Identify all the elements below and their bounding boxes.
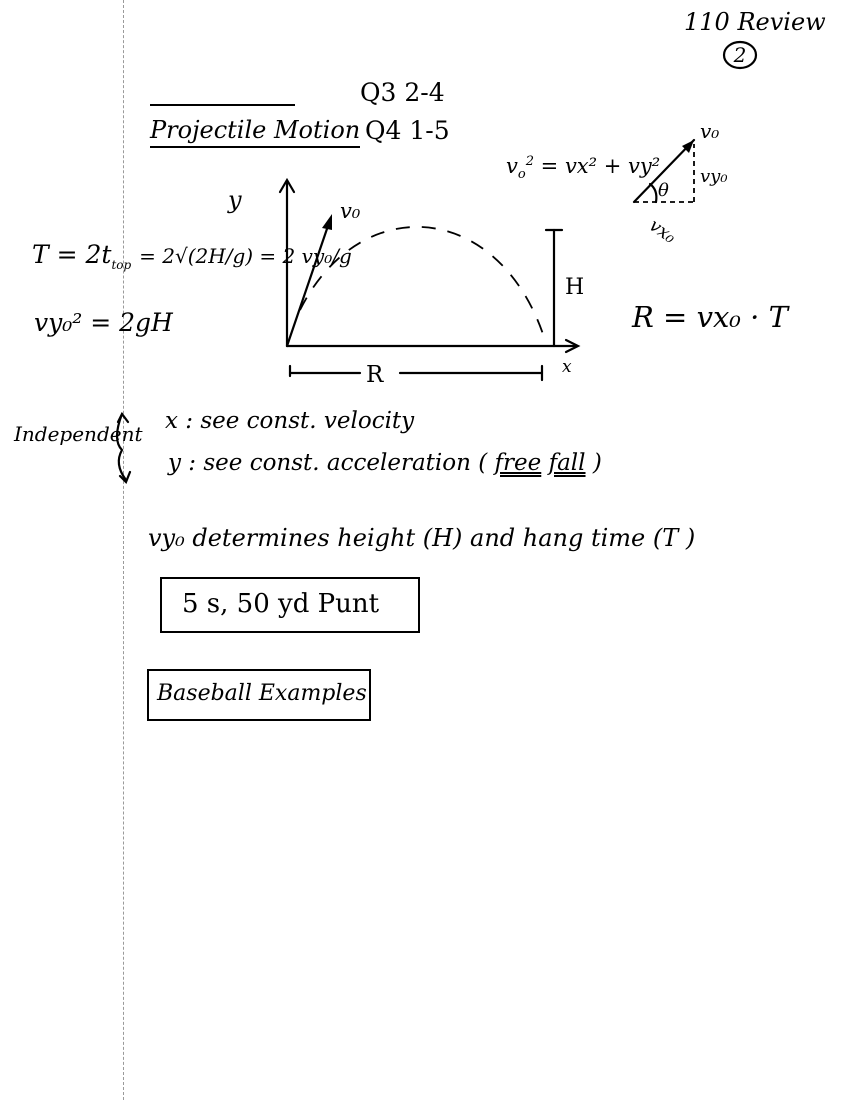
course-header: 110 Review [684, 8, 826, 36]
margin-line [123, 0, 124, 1100]
title-overline [150, 104, 295, 106]
v0-vector [287, 220, 330, 346]
determines-note: vy₀ determines height (H) and hang time (T ) [148, 524, 696, 552]
angle-arc [650, 184, 656, 202]
magnitude-equation: $v_o^2 = vx^2 + vy^2$ [506, 154, 661, 183]
vx0-label: vx₀ [645, 214, 680, 248]
x-axis-label: x [562, 357, 572, 377]
vy0-squared-formula: vy₀² = 2gH [34, 308, 173, 337]
velocity-components-diagram [620, 120, 770, 250]
arrow-up-icon [118, 414, 128, 422]
topic-title: Projectile Motion [150, 116, 360, 148]
height-label: H [565, 275, 585, 300]
range-label: R [366, 362, 384, 388]
x-note: x : see const. velocity [165, 408, 415, 434]
hang-time-formula: $T = 2t_{top} = 2√(2H/g) = 2$ vy₀/g [32, 240, 352, 272]
session-number: 2 [733, 43, 747, 67]
v0-label: v₀ [340, 199, 361, 223]
independent-bracket [108, 410, 138, 486]
v0-label: v₀ [700, 119, 720, 143]
baseball-examples-box [147, 669, 371, 721]
baseball-examples-text: Baseball Examples [157, 681, 367, 706]
independent-label: Independent [14, 422, 143, 446]
arrowhead-icon [322, 214, 332, 230]
punt-example-text: 5 s, 50 yd Punt [182, 589, 380, 619]
y-axis-label: y [228, 186, 242, 214]
theta-label: θ [658, 180, 669, 201]
y-note: y : see const. acceleration ( free fall ) [168, 450, 602, 476]
chapter-ref-q4: Q4 1-5 [365, 116, 450, 145]
punt-example-box [160, 577, 420, 633]
vy0-label: vy₀ [700, 166, 728, 187]
chapter-ref-q3: Q3 2-4 [360, 78, 445, 107]
range-formula: R = vx₀ · T [632, 300, 788, 334]
trajectory-diagram [220, 170, 600, 390]
session-number-circle [722, 40, 758, 70]
